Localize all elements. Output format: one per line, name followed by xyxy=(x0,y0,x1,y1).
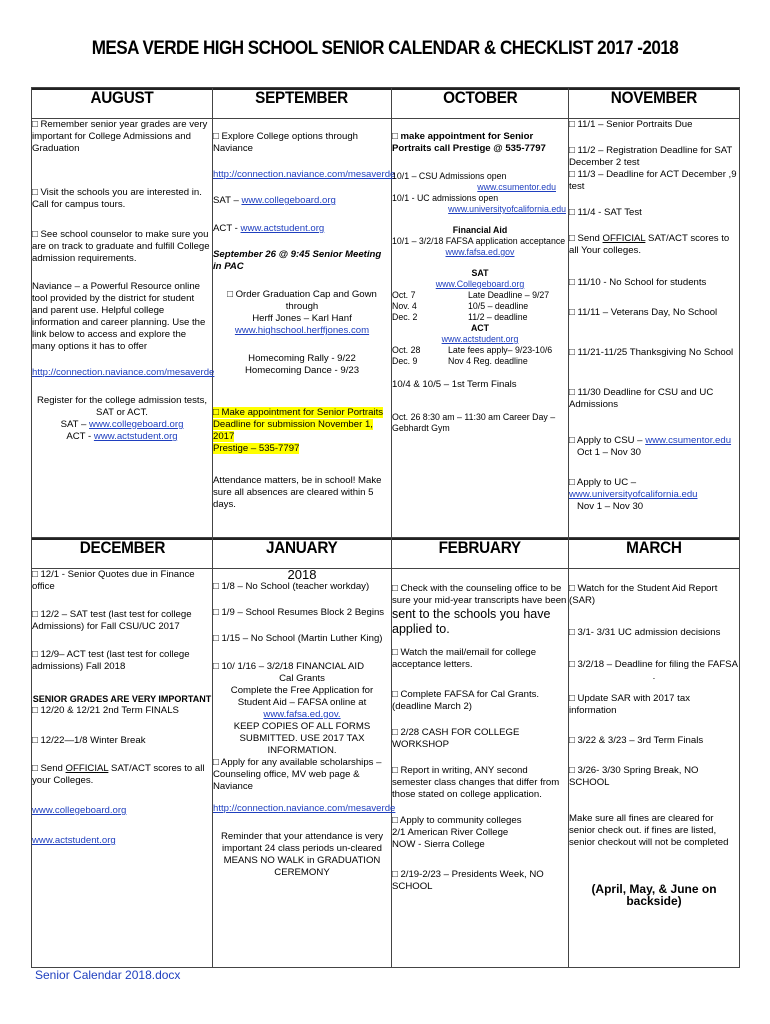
february-item-acceptance: □ Watch the mail/email for college acceptance letters. xyxy=(392,647,537,670)
december-item-act: □ 12/9– ACT test (last test for college admissions) Fall 2018 xyxy=(32,649,190,672)
january-fa-line4: Student Aid – FAFSA online at xyxy=(237,697,367,708)
september-portrait-line3: Prestige – 535-7797 xyxy=(213,443,300,454)
august-naviance-link[interactable]: http://connection.naviance.com/mesaverde xyxy=(32,367,215,378)
month-february: FEBRUARY xyxy=(392,538,569,569)
march-item-uc-decisions: □ 3/1- 3/31 UC admission decisions xyxy=(569,627,721,638)
january-keep-copies: KEEP COPIES OF ALL FORMS SUBMITTED. USE 2017 TAX INFORMATION. xyxy=(233,721,371,756)
february-item-transcripts: □ Check with the counseling office to be sure your mid-year transcripts have been xyxy=(392,583,567,606)
october-uc-link[interactable]: www.universityofcalifornia.edu xyxy=(448,204,566,214)
august-act-line: ACT - www.actstudent.org xyxy=(66,431,178,442)
october-portrait: □ make appointment for Senior Portraits call Prestige @ 535-7797 xyxy=(392,131,546,154)
november-apply-uc: □ Apply to UC – www.universityofcalifornia.edu xyxy=(569,477,698,500)
november-item-thanksgiving: □ 11/21-11/25 Thanksgiving No School xyxy=(569,347,734,358)
october-act-heading: ACT xyxy=(470,323,490,333)
february-cell xyxy=(392,569,569,968)
march-item-update-sar: □ Update SAR with 2017 tax information xyxy=(569,693,690,716)
august-item-counselor: □ See school counselor to make sure you are on track to graduate and fulfill College admission requirements. xyxy=(32,229,210,264)
december-item-sat: □ 12/2 – SAT test (last test for college Admissions) for Fall CSU/UC 2017 xyxy=(32,609,192,632)
february-item-community: □ Apply to community colleges xyxy=(392,815,522,826)
month-header-row-2 xyxy=(32,538,740,569)
january-item-scholarships: □ Apply for any available scholarships – Counseling office, MV web page & Naviance xyxy=(213,757,382,792)
november-item-csu-uc-deadline: □ 11/30 Deadline for CSU and UC Admissions xyxy=(569,387,714,410)
december-actstudent-link[interactable]: www.actstudent.org xyxy=(32,835,116,846)
october-career-day: Oct. 26 8:30 am – 11:30 am Career Day –Gebhardt Gym xyxy=(392,412,556,433)
month-august: AUGUST xyxy=(32,88,213,119)
september-grad-order: □ Order Graduation Cap and Gown through xyxy=(227,289,377,312)
november-uc-link[interactable]: www.universityofcalifornia.edu xyxy=(569,489,698,500)
february-item-cash-workshop: □ 2/28 CASH FOR COLLEGE WORKSHOP xyxy=(392,727,520,750)
september-herff-link[interactable]: www.highschool.herffjones.com xyxy=(234,325,370,336)
january-naviance-link[interactable]: http://connection.naviance.com/mesaverde xyxy=(213,803,396,814)
october-act-row: Dec. 9 Nov 4 Reg. deadline xyxy=(392,356,528,366)
december-grades-heading: SENIOR GRADES ARE VERY IMPORTANT xyxy=(32,694,212,704)
february-item-fafsa: □ Complete FAFSA for Cal Grants. (deadline March 2) xyxy=(392,689,540,712)
september-homecoming-rally: Homecoming Rally - 9/22 xyxy=(248,353,356,364)
september-homecoming-dance: Homecoming Dance - 9/23 xyxy=(244,365,360,376)
january-item-mlk: □ 1/15 – No School (Martin Luther King) xyxy=(213,633,383,644)
september-sat-link[interactable]: www.collegeboard.org xyxy=(241,195,336,206)
december-collegeboard-link[interactable]: www.collegeboard.org xyxy=(32,805,127,816)
january-reminder: Reminder that your attendance is very important 24 class periods un-cleared MEANS NO WALK in GRADUATION CEREMONY xyxy=(220,831,384,878)
october-finals: 10/4 & 10/5 – 1st Term Finals xyxy=(392,379,517,390)
september-herff-jones: Herff Jones – Karl Hanf xyxy=(252,313,352,324)
march-item-fafsa: □ 3/2/18 – Deadline for filing the FAFSA xyxy=(569,659,738,670)
page-title: MESA VERDE HIGH SCHOOL SENIOR CALENDAR & CHECKLIST 2017 -2018 xyxy=(91,38,679,59)
december-item-quotes: □ 12/1 - Senior Quotes due in Finance office xyxy=(32,569,195,592)
august-sat-line: SAT – www.collegeboard.org xyxy=(60,419,184,430)
march-cell xyxy=(569,569,740,968)
september-item-naviance: □ Explore College options through Naviance xyxy=(213,131,358,154)
march-item-finals: □ 3/22 & 3/23 – 3rd Term Finals xyxy=(569,735,704,746)
october-sat-row: Nov. 4 10/5 – deadline xyxy=(392,301,529,311)
december-item-finals: □ 12/20 & 12/21 2nd Term FINALS xyxy=(32,705,179,716)
september-cell xyxy=(213,119,396,538)
october-csu-link[interactable]: www.csumentor.edu xyxy=(477,182,556,192)
month-september: SEPTEMBER xyxy=(213,88,392,119)
march-item-sar: □ Watch for the Student Aid Report (SAR) xyxy=(569,583,718,606)
september-sat-line: SAT – www.collegeboard.org xyxy=(213,195,336,206)
february-item-transcripts-big: sent to the schools you have applied to. xyxy=(392,607,551,636)
september-attendance: Attendance matters, be in school! Make sure all absences are cleared within 5 days. xyxy=(213,475,382,510)
january-item-school-resumes: □ 1/9 – School Resumes Block 2 Begins xyxy=(213,607,385,618)
september-act-line: ACT - www.actstudent.org xyxy=(213,223,325,234)
month-march: MARCH xyxy=(569,538,740,569)
month-december: DECEMBER xyxy=(32,538,213,569)
march-fines: Make sure all fines are cleared for senior check out. if fines are listed, senior checkout will not be completed xyxy=(569,813,729,848)
march-backside-note: (April, May, & June on backside) xyxy=(591,882,717,908)
november-csu-dates: Oct 1 – Nov 30 xyxy=(577,447,641,458)
november-item-sat-reg: □ 11/2 – Registration Deadline for SAT December 2 test xyxy=(569,145,733,168)
november-item-no-school: □ 11/10 - No School for students xyxy=(569,277,707,288)
february-item-sierra: NOW - Sierra College xyxy=(392,839,485,850)
november-item-act-deadline: □ 11/3 – Deadline for ACT December ,9 test xyxy=(569,169,737,192)
november-cell xyxy=(569,119,740,538)
footer-filename: Senior Calendar 2018.docx xyxy=(35,968,181,982)
august-cell xyxy=(32,119,213,538)
october-sat-heading: SAT xyxy=(471,268,489,278)
february-item-arc: 2/1 American River College xyxy=(392,827,509,838)
month-october: OCTOBER xyxy=(392,88,569,119)
january-fa-line1: □ 10/ 1/16 – 3/2/18 FINANCIAL AID xyxy=(213,661,365,672)
september-portrait-line2: Deadline for submission November 1, 2017 xyxy=(213,419,373,442)
october-sat-row: Oct. 7 Late Deadline – 9/27 xyxy=(392,290,550,300)
october-fafsa: 10/1 – 3/2/18 FAFSA application acceptance xyxy=(392,236,566,246)
september-portrait-block xyxy=(213,407,391,455)
month-january: JANUARY xyxy=(213,538,392,569)
november-uc-dates: Nov 1 – Nov 30 xyxy=(577,501,644,512)
november-apply-csu: □ Apply to CSU – www.csumentor.edu xyxy=(569,435,732,446)
month-header-row-1 xyxy=(32,88,740,119)
october-uc-open: 10/1 - UC admissions open xyxy=(392,193,499,203)
august-register-text: Register for the college admission tests, SAT or ACT. xyxy=(36,395,208,418)
month-november: NOVEMBER xyxy=(569,88,740,119)
september-naviance-link[interactable]: http://connection.naviance.com/mesaverde xyxy=(213,169,396,180)
october-sat-row: Dec. 2 11/2 – deadline xyxy=(392,312,528,322)
august-sat-link[interactable]: www.collegeboard.org xyxy=(89,419,184,430)
october-act-row: Oct. 28 Late fees apply– 9/23-10/6 xyxy=(392,345,553,355)
january-fa-line2: Cal Grants xyxy=(279,673,325,684)
november-csu-link[interactable]: www.csumentor.edu xyxy=(645,435,732,446)
october-sat-link[interactable]: www.Collegeboard.org xyxy=(435,279,525,289)
august-act-link[interactable]: www.actstudent.org xyxy=(93,431,178,442)
february-item-class-changes: □ Report in writing, ANY second semester class changes that differ from those stated on college application. xyxy=(392,765,560,800)
september-act-link[interactable]: www.actstudent.org xyxy=(240,223,325,234)
september-portrait-line1: □ Make appointment for Senior Portraits xyxy=(213,407,384,418)
november-item-portraits: □ 11/1 – Senior Portraits Due xyxy=(569,119,693,130)
calendar-table xyxy=(31,87,740,968)
september-senior-meeting: September 26 @ 9:45 Senior Meeting in PAC xyxy=(213,249,382,272)
december-item-send-scores: □ Send OFFICIAL SAT/ACT scores to all your Colleges. xyxy=(32,763,205,786)
january-item-teacher-workday: □ 1/8 – No School (teacher workday) xyxy=(213,581,370,592)
october-csu-open: 10/1 – CSU Admissions open xyxy=(392,171,507,181)
january-cell xyxy=(213,567,396,968)
august-item-visit: □ Visit the schools you are interested in. Call for campus tours. xyxy=(32,187,202,210)
october-fafsa-link[interactable]: www.fafsa.ed.gov xyxy=(445,247,515,257)
march-item-spring-break: □ 3/26- 3/30 Spring Break, NO SCHOOL xyxy=(569,765,699,788)
november-item-sat-test: □ 11/4 - SAT Test xyxy=(569,207,642,218)
october-act-link[interactable]: www.actstudent.org xyxy=(441,334,519,344)
december-cell xyxy=(32,569,213,968)
october-fa-heading: Financial Aid xyxy=(452,225,508,235)
january-fa-line3: Complete the Free Application for xyxy=(230,685,374,696)
august-naviance-text: Naviance – a Powerful Resource online tool provided by the district for student and parent use. Helpful college information and career planning. Use the link below to access and explore the many options it has to offer xyxy=(32,281,206,352)
october-cell xyxy=(392,119,569,538)
november-item-veterans: □ 11/11 – Veterans Day, No School xyxy=(569,307,718,318)
august-item-grades: □ Remember senior year grades are very important for College Admissions and Graduation xyxy=(32,119,208,154)
december-item-winter-break: □ 12/22—1/8 Winter Break xyxy=(32,735,146,746)
november-item-send-scores: □ Send OFFICIAL SAT/ACT scores to all Your colleges. xyxy=(569,233,730,256)
january-fafsa-link[interactable]: www.fafsa.ed.gov. xyxy=(263,709,341,720)
february-item-presidents-week: □ 2/19-2/23 – Presidents Week, NO SCHOOL xyxy=(392,869,544,892)
january-year: 2018 xyxy=(287,567,317,582)
march-item-dot: . xyxy=(652,671,656,682)
